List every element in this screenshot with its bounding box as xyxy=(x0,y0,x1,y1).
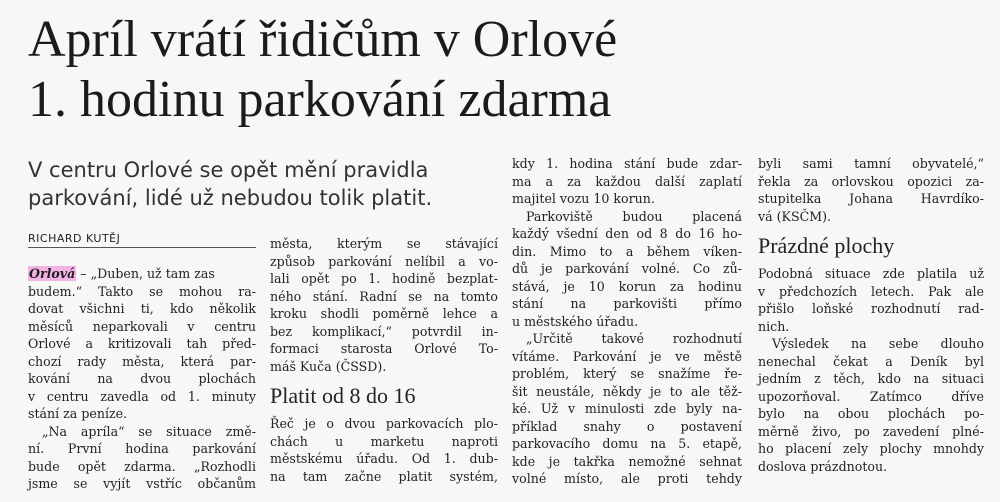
col4-line: měrně živo, po zavedení plné- xyxy=(758,423,984,439)
col3-line: stává, je 10 korun za hodinu xyxy=(512,278,742,294)
col3-line: stání na parkovišti přímo xyxy=(512,296,742,311)
col4-line: řekla za orlovskou opozici za- xyxy=(758,173,984,189)
headline-line-2: 1. hodinu parkování zdarma xyxy=(28,71,612,128)
col4-line: vá (KSČM). xyxy=(758,208,832,224)
col3-line: „Určitě takové rozhodnutí xyxy=(526,331,742,346)
col1-line: Orlové a kritizovali tah před- xyxy=(28,336,256,351)
col3-line: vítáme. Parkování je ve městě xyxy=(512,348,742,364)
col3-line: majitel vozu 10 korun. xyxy=(512,191,655,206)
subheading-prazdne: Prázdné plochy xyxy=(758,233,895,258)
col2-line: lali opět po 1. hodině bezplat- xyxy=(270,271,498,286)
col4-line: stupitelka Johana Havrdíko- xyxy=(758,191,984,206)
col4-line: přišlo loňské rozhodnutí rad- xyxy=(758,301,984,316)
col3-line: problém, který se snažíme ře- xyxy=(512,366,742,381)
col3-line: u městského úřadu. xyxy=(512,313,639,329)
subheading-platit: Platit od 8 do 16 xyxy=(270,383,416,408)
col2-line: chách u marketu naproti xyxy=(270,433,498,449)
article-column-4 xyxy=(758,155,984,475)
col1-line: měsíců neparkovali v centru xyxy=(28,318,256,334)
deck-line-2: parkování, lidé už nebudou tolik platit. xyxy=(28,186,433,210)
col4-line: jedním z těch, kdo na situaci xyxy=(758,371,984,386)
col3-line: kde je takřka nemožné sehnat xyxy=(512,453,742,469)
col4-line: nenechal čekat a Deník byl xyxy=(758,353,984,369)
col3-line: kdy 1. hodina stání bude zdar- xyxy=(512,156,742,171)
col4-line: nich. xyxy=(758,318,790,334)
col2-line: města, kterým se stávající xyxy=(270,236,498,251)
headline xyxy=(28,10,988,130)
col3-line: ma a za každou další zaplatí xyxy=(512,173,742,189)
col2-line: formaci starosta Orlové To- xyxy=(270,341,498,356)
col2-line: na tam začne platit systém, xyxy=(270,468,498,484)
col4-line: ho placení zely plochy mnohdy xyxy=(758,441,984,456)
col4-line: bylo na obou plochách po- xyxy=(758,406,984,421)
col1-line: dovat všichni ti, kdo několik xyxy=(28,301,256,316)
article-column-1 xyxy=(28,265,256,493)
col4-line: doslova prázdnotou. xyxy=(758,458,888,474)
col3-line: šit neustále, někdy je to ale těž- xyxy=(512,383,742,399)
col1-line: chozí rady města, která par- xyxy=(28,353,256,369)
col3-line: Parkoviště budou placená xyxy=(526,208,742,224)
col2-line: bez komplikací,“ potvrdil in- xyxy=(270,323,498,339)
col3-line: příklad snahy o postavení xyxy=(512,418,742,434)
dateline-place: Orlová xyxy=(29,266,76,281)
col1-line: „Na apríla“ se situace změ- xyxy=(42,423,256,439)
col4-line: byli sami tamní obyvatelé,“ xyxy=(758,156,984,171)
col1-line-0 xyxy=(28,265,256,283)
col4-line: v předchozích letech. Pak ale xyxy=(758,283,984,299)
byline: RICHARD KUTĚJ xyxy=(28,232,256,248)
col2-line: ného stání. Radní se na tomto xyxy=(270,288,498,304)
col1-line: kování na dvou plochách xyxy=(28,371,256,386)
deck xyxy=(28,156,468,212)
col1-line: stání za peníze. xyxy=(28,406,128,421)
article-column-3 xyxy=(512,155,742,488)
col4-line: upozorňoval. Zatímco dříve xyxy=(758,388,984,404)
col3-line: každý všední den od 8 do 16 ho- xyxy=(512,226,742,241)
col4-line: Výsledek na sebe dlouho xyxy=(772,336,984,351)
col3-line: volné místo, ale proti tehdy xyxy=(512,471,742,486)
headline-line-1: Apríl vrátí řidičům v Orlové xyxy=(28,11,618,68)
col2-line: kroku shodli poměrně lehce a xyxy=(270,306,498,321)
col1-line: jsme se vyjít vstříc občanům xyxy=(28,476,256,491)
col2-line: způsob parkování nelíbil a vo- xyxy=(270,253,498,269)
col1-line: bude opět zdarma. „Rozhodli xyxy=(28,458,256,474)
col2-line: máš Kuča (ČSSD). xyxy=(270,358,387,374)
col3-line: parkovacího domu na 5. etapě, xyxy=(512,436,742,451)
col2-line: městskému úřadu. Od 1. dub- xyxy=(270,451,498,466)
col3-line: dů je parkování volné. Co zů- xyxy=(512,261,742,276)
col2-line: Řeč je o dvou parkovacích plo- xyxy=(270,416,498,431)
deck-line-1: V centru Orlové se opět mění pravidla xyxy=(28,158,429,182)
col3-line: ké. Už v minulosti zde byly na- xyxy=(512,401,742,416)
col4-line: Podobná situace zde platila už xyxy=(758,266,984,281)
col1-line: ní. První hodina parkování xyxy=(28,441,256,456)
col1-line: budem.“ Takto se mohou ra- xyxy=(28,283,256,299)
col1-line: v centru zavedla od 1. minuty xyxy=(28,388,256,404)
col3-line: din. Mimo to a během víken- xyxy=(512,243,742,259)
article-column-2 xyxy=(270,235,498,485)
col1-line-0-text: – „Duben, už tam zas xyxy=(76,266,215,281)
